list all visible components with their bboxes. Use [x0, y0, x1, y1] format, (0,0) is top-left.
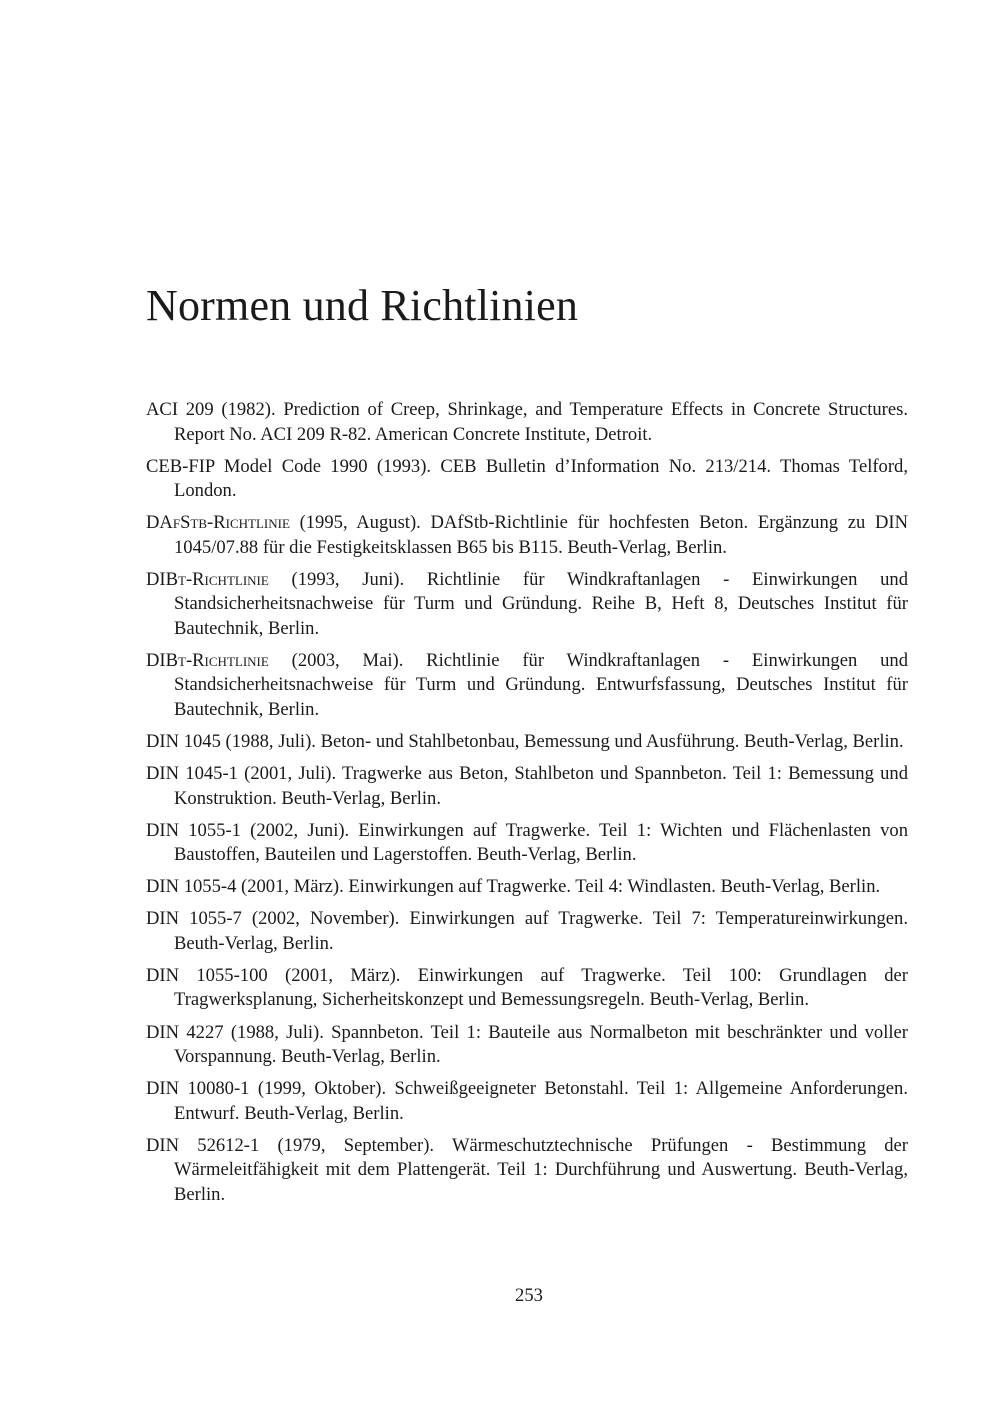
- reference-key: DIN 10080-1: [146, 1078, 250, 1100]
- reference-key: DIBt-Richtlinie: [146, 568, 269, 590]
- reference-key: DIN 1045: [146, 730, 221, 752]
- reference-text: (1988, Juli). Beton- und Stahlbetonbau, Bemessung und Ausführung. Beuth-Verlag, Berlin.: [220, 730, 904, 752]
- reference-text: (1988, Juli). Spannbeton. Teil 1: Bauteile aus Normalbeton mit beschränkter und voller Vorspannung. Beuth-Verlag, Berlin.: [174, 1021, 908, 1068]
- reference-text: (2002, Juni). Einwirkungen auf Tragwerke. Teil 1: Wichten und Flächenlasten von Baustoffen, Bauteilen und Lagerstoffen. Beuth-Verlag, Berlin.: [174, 819, 908, 866]
- reference-entry: [146, 762, 908, 811]
- reference-entry: [146, 875, 908, 900]
- reference-entry: [146, 730, 908, 755]
- reference-text: (1995, August). DAfStb-Richtlinie für hochfesten Beton. Ergänzung zu DIN 1045/07.88 für die Festigkeitsklassen B65 bis B115. Beuth-Verlag, Berlin.: [174, 512, 908, 558]
- reference-key: CEB-FIP Model Code 1990: [146, 455, 368, 477]
- reference-text: (1979, September). Wärmeschutztechnische Prüfungen - Bestimmung der Wärmeleitfähigkeit mit dem Plattengerät. Teil 1: Durchführung und Auswertung. Beuth-Verlag, Berlin.: [174, 1134, 908, 1205]
- reference-key: DIN 1055-1: [146, 819, 241, 841]
- reference-entry: [146, 1021, 908, 1070]
- reference-entry: [146, 568, 908, 642]
- reference-text: (2001, Juli). Tragwerke aus Beton, Stahlbeton und Spannbeton. Teil 1: Bemessung und Konstruktion. Beuth-Verlag, Berlin.: [174, 763, 908, 809]
- reference-entry: [146, 649, 908, 723]
- reference-key: DIN 1055-100: [146, 964, 268, 986]
- reference-key: ACI 209: [146, 399, 214, 420]
- reference-text: (1993). CEB Bulletin d’Information No. 213/214. Thomas Telford, London.: [174, 455, 908, 502]
- reference-entry: [146, 455, 908, 504]
- reference-entry: [146, 511, 908, 560]
- reference-entry: [146, 398, 908, 447]
- reference-key: DAfStb-Richtlinie: [146, 512, 290, 534]
- reference-text: (1993, Juni). Richtlinie für Windkraftanlagen - Einwirkungen und Standsicherheitsnachweise für Turm und Gründung. Reihe B, Heft 8, Deutsches Institut für Bautechnik, Berlin.: [174, 568, 908, 639]
- reference-list: [146, 398, 908, 1215]
- reference-key: DIN 1055-4: [146, 876, 237, 898]
- chapter-title: Normen und Richtlinien: [146, 281, 579, 330]
- reference-key: DIN 4227: [146, 1021, 224, 1043]
- reference-key: DIN 1055-7: [146, 908, 242, 930]
- page-number: 253: [515, 1285, 543, 1306]
- reference-text: (2001, März). Einwirkungen auf Tragwerke. Teil 100: Grundlagen der Tragwerksplanung, Sicherheitskonzept und Bemessungsregeln. Beuth-Verlag, Berlin.: [174, 964, 908, 1011]
- reference-entry: [146, 1077, 908, 1126]
- reference-key: DIN 1045-1: [146, 763, 238, 785]
- reference-text: (1982). Prediction of Creep, Shrinkage, and Temperature Effects in Concrete Structures. Report No. ACI 209 R-82. American Concrete Institute, Detroit.: [174, 399, 909, 445]
- reference-entry: [146, 964, 908, 1013]
- reference-text: (2003, Mai). Richtlinie für Windkraftanlagen - Einwirkungen und Standsicherheitsnachweise für Turm und Gründung. Entwurfsfassung, Deutsches Institut für Bautechnik, Berlin.: [174, 649, 908, 720]
- reference-entry: [146, 819, 908, 868]
- reference-text: (2001, März). Einwirkungen auf Tragwerke. Teil 4: Windlasten. Beuth-Verlag, Berlin.: [236, 876, 881, 898]
- reference-text: (2002, November). Einwirkungen auf Tragwerke. Teil 7: Temperatureinwirkungen. Beuth-Verlag, Berlin.: [174, 908, 908, 954]
- reference-text: (1999, Oktober). Schweißgeeigneter Betonstahl. Teil 1: Allgemeine Anforderungen. Entwurf. Beuth-Verlag, Berlin.: [174, 1078, 908, 1124]
- reference-entry: [146, 1134, 908, 1208]
- reference-key: DIN 52612-1: [146, 1134, 260, 1156]
- reference-entry: [146, 907, 908, 956]
- reference-key: DIBt-Richtlinie: [146, 649, 269, 671]
